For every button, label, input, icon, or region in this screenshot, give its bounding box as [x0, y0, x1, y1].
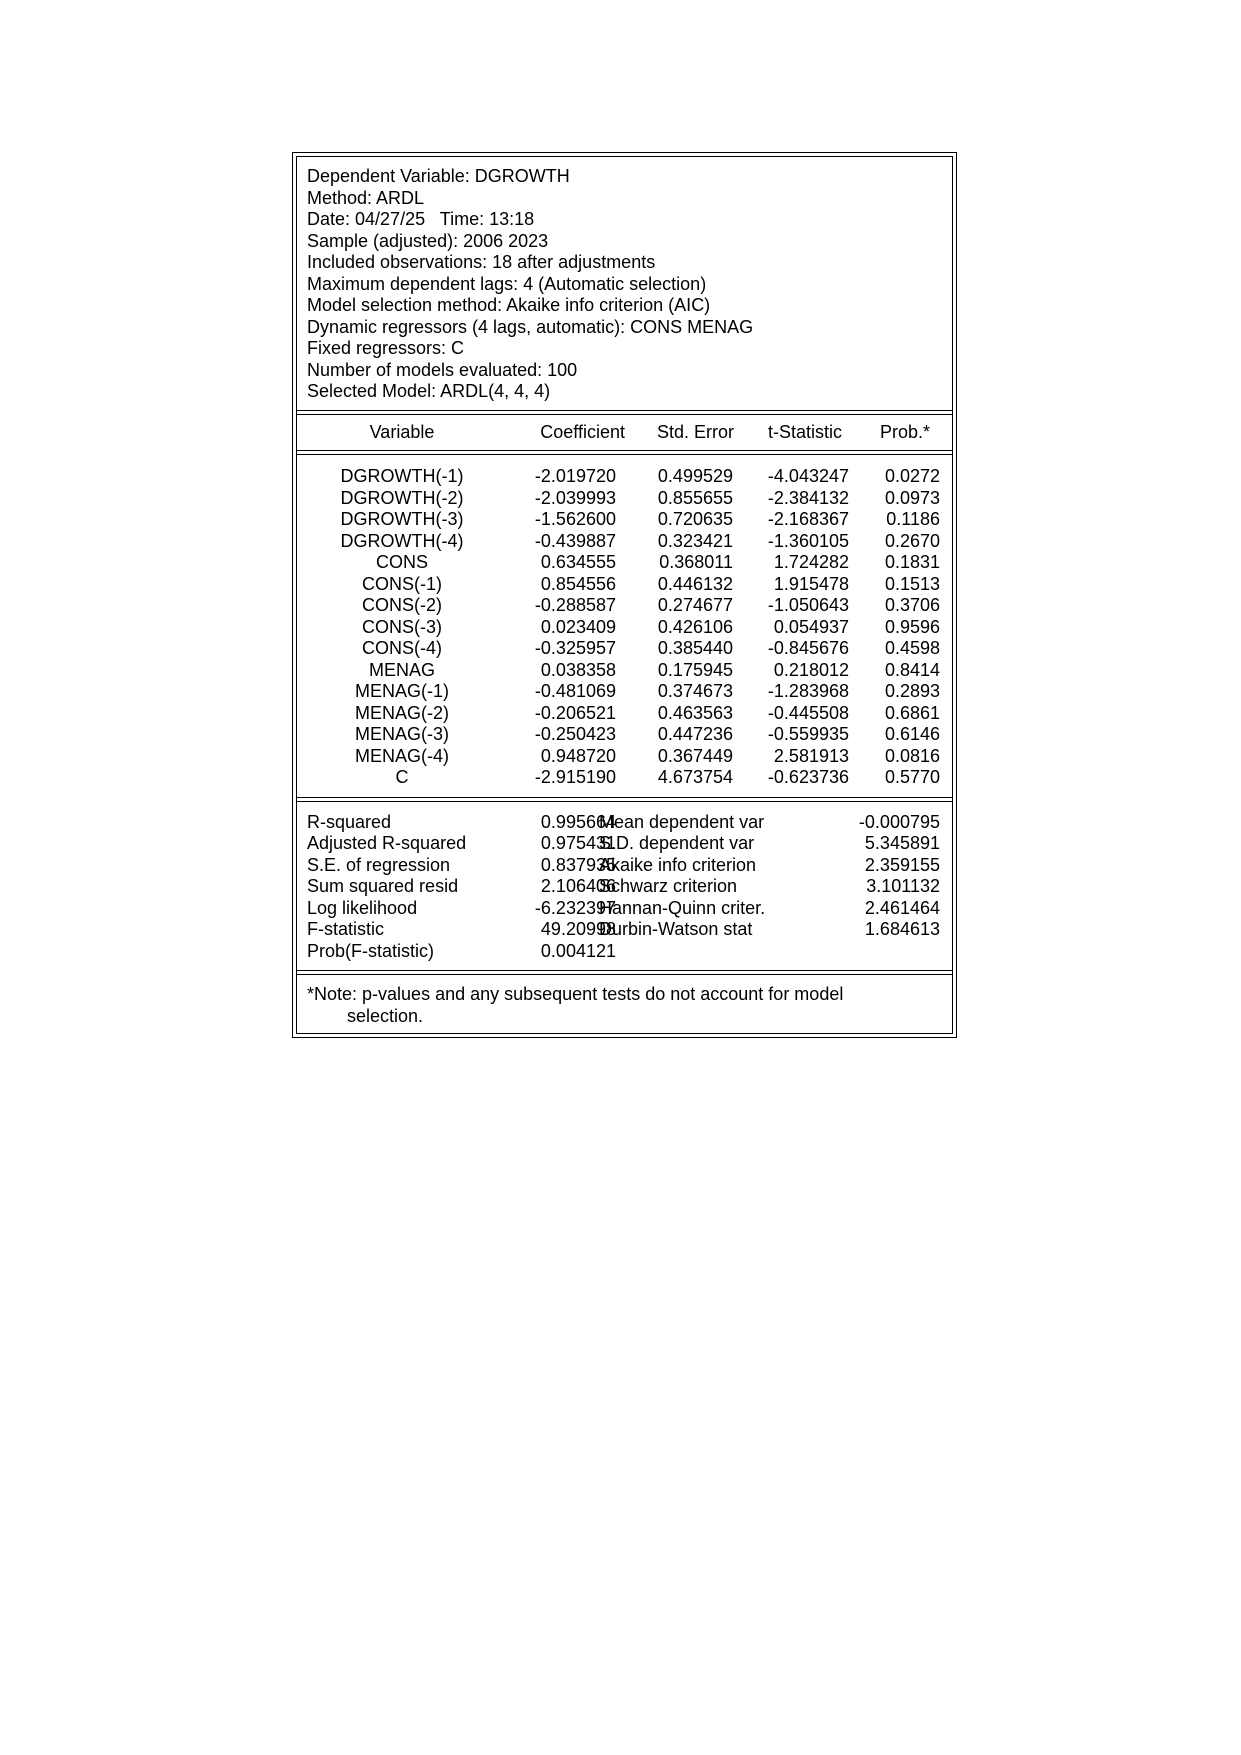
std-error-value: 0.274677 [657, 595, 733, 615]
coefficient-value: -1.562600 [534, 509, 616, 529]
stats-row [297, 855, 952, 877]
std-error-value: 0.499529 [657, 466, 733, 486]
prob-value: 0.0816 [884, 745, 940, 766]
std-error-value: 0.446132 [657, 573, 733, 594]
coefficient-value: 0.948720 [540, 745, 616, 766]
stat-label: Mean dependent var [599, 811, 765, 832]
t-statistic-value: 0.218012 [773, 659, 849, 680]
stat-label: S.D. dependent var [599, 833, 755, 853]
coefficient-value: 0.038358 [540, 659, 616, 680]
table-row [297, 703, 952, 725]
stat-label: Durbin-Watson stat [599, 919, 753, 939]
std-error-value: 0.367449 [657, 745, 733, 766]
table-row [297, 638, 952, 660]
prob-value: 0.9596 [884, 616, 940, 637]
table-row [297, 660, 952, 682]
stat-value: 2.461464 [864, 897, 940, 918]
std-error-value: 0.463563 [657, 702, 733, 723]
stat-label: F-statistic [307, 919, 385, 939]
coefficient-value: -2.039993 [534, 487, 616, 508]
std-error-value: 0.426106 [657, 616, 733, 637]
stat-value: 49.20998 [540, 919, 616, 939]
variable-name: DGROWTH(-4) [340, 530, 464, 551]
stats-row [297, 833, 952, 855]
stat-value: 1.684613 [864, 919, 940, 939]
table-row [297, 574, 952, 596]
coefficient-value: -0.250423 [534, 724, 616, 744]
coefficient-value: -2.019720 [534, 466, 616, 486]
table-row [297, 531, 952, 553]
prob-value: 0.0272 [884, 466, 940, 486]
coefficient-value: 0.634555 [540, 552, 616, 572]
table-row [297, 595, 952, 617]
coefficient-value: -2.915190 [534, 767, 616, 787]
stat-value: 0.837935 [540, 854, 616, 875]
stats-row [297, 876, 952, 898]
col-coefficient: Coefficient [540, 421, 625, 442]
coefficient-value: -0.481069 [534, 681, 616, 701]
t-statistic-value: 0.054937 [773, 616, 849, 637]
prob-value: 0.2670 [884, 530, 940, 551]
prob-value: 0.0973 [884, 487, 940, 508]
prob-value: 0.3706 [884, 595, 940, 615]
ardl-output-inner [296, 156, 953, 1034]
prob-value: 0.8414 [884, 659, 940, 680]
t-statistic-value: -0.445508 [767, 702, 849, 723]
variable-name: DGROWTH(-1) [340, 466, 464, 486]
table-row [297, 488, 952, 510]
prob-value: 0.4598 [884, 638, 940, 658]
estimation-header [297, 157, 952, 410]
table-row [297, 509, 952, 531]
note-line-1: *Note: p-values and any subsequent tests do not account for model [307, 984, 844, 1004]
variable-name: MENAG(-4) [355, 745, 449, 766]
table-row [297, 466, 952, 488]
header-line: Dynamic regressors (4 lags, automatic): CONS MENAG [307, 316, 754, 337]
variable-name: CONS(-4) [362, 638, 442, 658]
stat-value: -0.000795 [858, 811, 940, 832]
variable-name: CONS(-3) [362, 616, 442, 637]
col-t-statistic: t-Statistic [767, 421, 842, 442]
stat-label: S.E. of regression [307, 854, 451, 875]
t-statistic-value: -1.360105 [767, 530, 849, 551]
stat-label: Schwarz criterion [599, 876, 738, 896]
stat-value: 3.101132 [866, 876, 940, 896]
coefficient-value: -0.288587 [534, 595, 616, 615]
std-error-value: 0.368011 [659, 552, 733, 572]
t-statistic-value: -2.168367 [767, 509, 849, 529]
col-variable: Variable [369, 421, 435, 442]
table-row [297, 724, 952, 746]
prob-value: 0.6146 [884, 724, 940, 744]
stat-label: Log likelihood [307, 897, 418, 918]
header-line: Date: 04/27/25 Time: 13:18 [307, 209, 535, 229]
table-row [297, 617, 952, 639]
variable-name: MENAG(-1) [355, 681, 449, 701]
std-error-value: 0.855655 [657, 487, 733, 508]
stat-value: 2.106406 [540, 876, 616, 896]
std-error-value: 0.720635 [657, 509, 733, 529]
coefficient-value: 0.854556 [540, 573, 616, 594]
coefficient-table [297, 455, 952, 797]
header-line: Fixed regressors: C [307, 338, 465, 358]
summary-statistics [297, 802, 952, 971]
variable-name: CONS(-1) [362, 573, 442, 594]
std-error-value: 0.175945 [657, 659, 733, 680]
variable-name: C [395, 767, 409, 787]
t-statistic-value: 2.581913 [773, 745, 849, 766]
prob-value: 0.5770 [884, 767, 940, 787]
stats-row [297, 812, 952, 834]
header-line: Selected Model: ARDL(4, 4, 4) [307, 381, 551, 401]
t-statistic-value: -4.043247 [767, 466, 849, 486]
stat-value: 5.345891 [864, 833, 940, 853]
t-statistic-value: 1.915478 [773, 573, 849, 594]
std-error-value: 0.447236 [657, 724, 733, 744]
std-error-value: 0.385440 [657, 638, 733, 658]
variable-name: MENAG(-2) [355, 702, 449, 723]
stats-row [297, 898, 952, 920]
variable-name: MENAG(-3) [355, 724, 449, 744]
t-statistic-value: -0.623736 [767, 767, 849, 787]
variable-name: CONS(-2) [362, 595, 442, 615]
prob-value: 0.1831 [884, 552, 940, 572]
header-line: Included observations: 18 after adjustments [307, 252, 656, 272]
variable-name: MENAG [368, 659, 435, 680]
header-line: Dependent Variable: DGROWTH [307, 166, 570, 186]
stat-value: 0.004121 [540, 940, 616, 961]
footnote [297, 975, 952, 1033]
table-row [297, 552, 952, 574]
variable-name: DGROWTH(-2) [340, 487, 464, 508]
prob-value: 0.6861 [884, 702, 940, 723]
std-error-value: 0.323421 [657, 530, 733, 551]
stat-label: R-squared [307, 811, 392, 832]
header-line: Number of models evaluated: 100 [307, 359, 578, 380]
col-prob: Prob.* [879, 421, 930, 442]
stat-label: Sum squared resid [307, 876, 459, 896]
stat-label: Adjusted R-squared [307, 833, 467, 853]
coefficient-value: -0.206521 [534, 702, 616, 723]
std-error-value: 0.374673 [657, 681, 733, 701]
prob-value: 0.2893 [884, 681, 940, 701]
coefficient-value: 0.023409 [540, 616, 616, 637]
coefficient-value: -0.439887 [534, 530, 616, 551]
variable-name: DGROWTH(-3) [340, 509, 464, 529]
header-line: Sample (adjusted): 2006 2023 [307, 230, 549, 251]
table-row [297, 681, 952, 703]
stat-value: 2.359155 [864, 854, 940, 875]
prob-value: 0.1513 [884, 573, 940, 594]
t-statistic-value: -0.559935 [767, 724, 849, 744]
stat-value: 0.995664 [540, 811, 616, 832]
ardl-output-table [292, 152, 957, 1038]
stat-label: Hannan-Quinn criter. [599, 897, 766, 918]
coefficient-value: -0.325957 [534, 638, 616, 658]
stats-row [297, 919, 952, 941]
note-line-2: selection. [347, 1005, 424, 1026]
t-statistic-value: -1.050643 [767, 595, 849, 615]
variable-name: CONS [375, 552, 428, 572]
stat-label: Prob(F-statistic) [307, 940, 435, 961]
prob-value: 0.1186 [886, 509, 940, 529]
header-line: Method: ARDL [307, 187, 425, 208]
table-row [297, 767, 952, 789]
t-statistic-value: -0.845676 [767, 638, 849, 658]
t-statistic-value: -1.283968 [767, 681, 849, 701]
col-std-error: Std. Error [656, 421, 734, 442]
column-headers [297, 415, 952, 451]
t-statistic-value: -2.384132 [767, 487, 849, 508]
header-line: Model selection method: Akaike info criterion (AIC) [307, 295, 711, 315]
stat-label: Akaike info criterion [599, 854, 757, 875]
header-line: Maximum dependent lags: 4 (Automatic selection) [307, 273, 707, 294]
stat-value: -6.232397 [534, 897, 616, 918]
stat-value: 0.975431 [540, 833, 616, 853]
stats-row [297, 941, 952, 963]
table-row [297, 746, 952, 768]
t-statistic-value: 1.724282 [773, 552, 849, 572]
std-error-value: 4.673754 [657, 767, 733, 787]
